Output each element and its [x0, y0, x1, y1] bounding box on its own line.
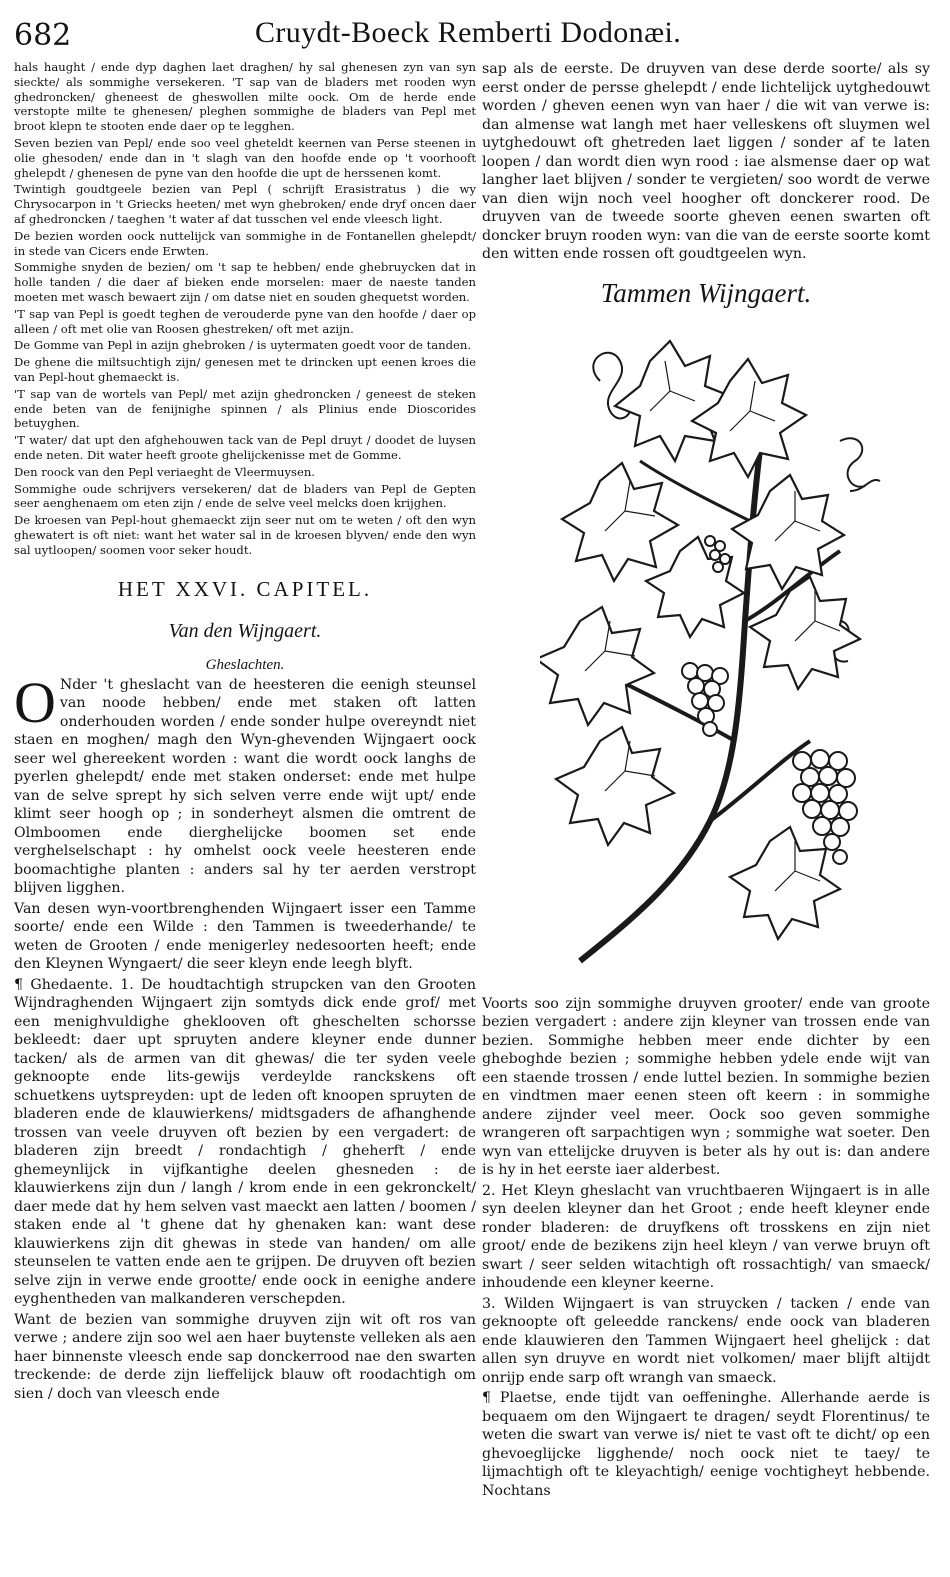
paragraph: 2. Het Kleyn gheslacht van vruchtbaeren Wijngaert is in alle syn deelen kleyner dan het Groot ; ende heeft kleyner ende ronder bladeren: de druyfkens oft trosskens en zijn niet groot/ ende de bezikens zijn heel kleyn / van verwe bruyn oft swart / seer selden witachtigh oft rossachtigh/ van smaeck/ inhoudende een kleyner keerne.: [482, 1182, 930, 1291]
chapter-subtitle: Van den Wijngaert.: [168, 619, 322, 642]
figure-title: Tammen Wijngaert.: [600, 277, 812, 308]
paragraph: De bezien worden oock nuttelijck van sommighe in de Fontanellen ghelepdt/ in stede van Cicers ende Erwten.: [14, 228, 476, 258]
paragraph: De ghene die miltsuchtigh zijn/ genesen met te drincken upt eenen kroes die van Pepl-hout ghemaeckt is.: [14, 355, 476, 384]
grapevine-drawing: [540, 321, 890, 981]
paragraph: De kroesen van Pepl-hout ghemaeckt zijn seer nut om te weten / oft den wyn ghewatert is oft niet: want het water sal in de kroesen blyven/ ende den wyn sal uytloopen/ soomen voor seker houdt.: [14, 513, 476, 557]
paragraph: Sommighe snyden de bezien/ om 't sap te hebben/ ende ghebruycken dat in holle tanden / die daer af bieken ende morselen: maer de naeste tanden moeten met wasch bewaert zijn / om datse niet en souden ghequetst worden.: [14, 260, 476, 304]
paragraph: Seven bezien van Pepl/ ende soo veel gheteldt keernen van Perse steenen in olie ghesoden/ ende dan in 't slagh van den hoofde ende op 't voorhooft ghelepdt / ghenesen de pyne van den hoofde die upt de herssenen komt.: [14, 135, 476, 180]
paragraph: Voorts soo zijn sommighe druyven grooter/ ende van groote bezien vergadert : andere zijn kleyner van trossen ende van bezien. Sommighe hebben meer ende dichter by een gheboghde bezien ; sommighe hebben ydele ende wijt van een staende trossen / ende luttel bezien. In sommighe bezien en vindtmen maer eenen steen oft keern : in sommighe andere zijnder veel meer. Oock soo geven sommighe wrangeren oft sarpachtigen wyn ; sommighe wat soeter. Den wyn van ettelijcke druyven is beter als hy out is: dan andere is hy in het eerste iaer alderbest.: [482, 995, 930, 1178]
paragraph: sap als de eerste. De druyven van dese derde soorte/ als sy eerst onder de persse ghelepdt / ende lichtelijck uytghedouwt worden / gheven eenen wyn van haer / die wit van verwe is: dan almense wat langh met haer velleskens oft sluymen wel uytghedouwt oft ghetreden laet liggen / sonder af te laten loopen / dan wordt dien wyn rood : iae alsmense daer op wat langher laet blijven / sonder te vergieten/ soo wordt de verwe van dien wijn noch veel hoogher oft donckerer rood. De druyven van de tweede soorte gheven eenen swarten oft doncker bruyn rooden wyn: van die van de eerste soorte komt den witten ende rossen oft goudtgeelen wyn.: [482, 61, 930, 262]
section-label: Gheslachten.: [205, 656, 285, 673]
paragraph: 'T sap van Pepl is goedt teghen de verouderde pyne van den hoofde / daer op alleen / oft met olie van Roosen ghestreken/ oft met azijn.: [14, 306, 476, 336]
paragraph: Sommighe oude schrijvers versekeren/ dat de bladers van Pepl de Gepten seer aenghenaem om eten zijn / ende de selve veel melcks doen krijghen.: [14, 481, 476, 511]
paragraph: ¶ Ghedaente. 1. De houdtachtigh strupcken van den Grooten Wijndraghenden Wijngaert zijn somtyds dick ende grof/ met een menighvuldighe gheklooven oft gheschelten schorsse bekleedt: daer upt spruyten andere kleyner ende dunner tacken/ als de armen van dit ghewas/ die ter syden veele geknoopte ende lits-gewijs verdeylde ranckskens oft schuetkens uytspreyden: upt de leden oft knoopen spruyten de bladeren ende de klauwierkens/ midtsgaders de afhanghende trossen van veele druyven oft bezien by een vergadert: de bladeren zijn breedt / rondachtigh / gheherft / ende ghemeynlijck in vijfkantighe deelen ghesneden : de klauwierkens zijn dun / langh / krom ende in een gekronckelt/ daer mede dat hy hem selven vast maeckt aen latten / boomen / staken ende al 't ghene dat hy ghenaken kan: want dese klauwierkens zijn dit ghewas in stede van handen/ om alle steunselen te vatten ende aen te grijpen. De druyven oft bezien selve zijn in verwe ende grootte/ ende oock in eenighe andere eyghentheden van malkanderen verschepden.: [14, 976, 476, 1307]
paragraph: 'T water/ dat upt den afghehouwen tack van de Pepl druyt / doodet de luysen ende neten. Dit water heeft groote ghelijckenisse met de Gomme.: [14, 433, 476, 462]
page-number: 682: [14, 18, 72, 53]
paragraph: 'T sap van de wortels van Pepl/ met azijn ghedroncken / geneest de steken ende beten van de fenijnighe spinnen / als Plinius ende Dioscorides betuyghen.: [14, 386, 476, 431]
paragraph: Twintigh goudtgeele bezien van Pepl ( schrijft Erasistratus ) die wy Chrysocarpon in 't Griecks heeten/ met wyn ghebroken/ ende dryf oncen daer af ghedroncken / taeghen 't water af dat tusschen vel ende vleesch light.: [14, 182, 476, 226]
paragraph: 3. Wilden Wijngaert is van struycken / tacken / ende van geknoopte oft geleedde ranckens/ ende oock van bladeren ende klauwieren den Tammen Wijngaert heel ghelijck : dat allen syn druyve en wordt niet volkomen/ maer blijft altijdt onrijp ende sarp oft wrangh van smaeck.: [482, 1295, 930, 1386]
opening-paragraph: [14, 669, 476, 898]
paragraph: Van desen wyn-voortbrenghenden Wijngaert isser een Tamme soorte/ ende een Wilde : den Tammen is tweederhande/ te weten de Grooten / ende menigerley nedesoorten heeft; ende den Kleynen Wyngaert/ die seer kleyn ende leegh blyft.: [14, 900, 476, 972]
paragraph: hals haught / ende dyp daghen laet draghen/ hy sal ghenesen zyn van syn sieckte/ als sommighe versekeren. 'T sap van de bladers met rooden wyn ghedroncken/ gheneest de gheswollen milte oock. Om de herde ende verstopte milte te ghenesen/ pleghen sommighe de bladers van Pepl met broot klepn te stooten ende daer op te legghen.: [14, 60, 476, 134]
grapevine-woodcut-illustration: [540, 321, 890, 981]
paragraph: Want de bezien van sommighe druyven zijn wit oft ros van verwe ; andere zijn soo wel aen haer buytenste velleken als aen haer binnenste vleesch ende sap donckerrood nae den swarten treckende: de derde zijn lieffelijck blauw oft roodachtigh om sien / doch van vleesch ende: [14, 1311, 476, 1402]
left-column: [14, 60, 476, 1405]
right-column: [482, 60, 930, 1502]
paragraph: ¶ Plaetse, ende tijdt van oeffeninghe. Allerhande aerde is bequaem om den Wijngaert te dragen/ seydt Florentinus/ te weten die swart van verwe is/ niet te vast oft te dicht/ op een ghevoeglijcke ligghende/ noch oock niet te taey/ te lijmachtigh oft te kleyachtigh/ eenige vochtigheyt hebbende. Nochtans: [482, 1390, 930, 1499]
paragraph: De Gomme van Pepl in azijn ghebroken / is uytermaten goedt voor de tanden.: [14, 338, 472, 353]
left-top-text: [14, 60, 476, 558]
opening-paragraph-text: Nder 't gheslacht van de heesteren die eenigh steunsel van noode hebben/ ende met staken oft latten onderhouden worden / ende sonder hulpe overeyndt niet staen en moghen/ magh den Wyn-ghevenden Wijngaert oock seer wel ghereekent worden : want die wordt oock langhs de pyerlen ghelepdt/ ende met staken onderset: ende met hulpe van de selve sprept hy sich selven verre ende wijt upt/ ende klimt seer hoogh op ; in sonderheyt alsmen die omtrent de Olmboomen ende dierghelijcke boomen set ende verghelselschapt : hy omhelst oock veele heesteren ende boomachtighe planten : anders sal hy ter aerden verstropt blijven ligghen.: [14, 676, 476, 896]
running-title: Cruydt-Boeck Remberti Dodonæi.: [255, 16, 682, 49]
chapter-heading: HET XXVI. CAPITEL.: [117, 576, 373, 601]
page-header: [0, 0, 950, 62]
paragraph: Den roock van den Pepl veriaeght de Vleermuysen.: [14, 464, 315, 479]
drop-capital: O: [14, 669, 56, 735]
